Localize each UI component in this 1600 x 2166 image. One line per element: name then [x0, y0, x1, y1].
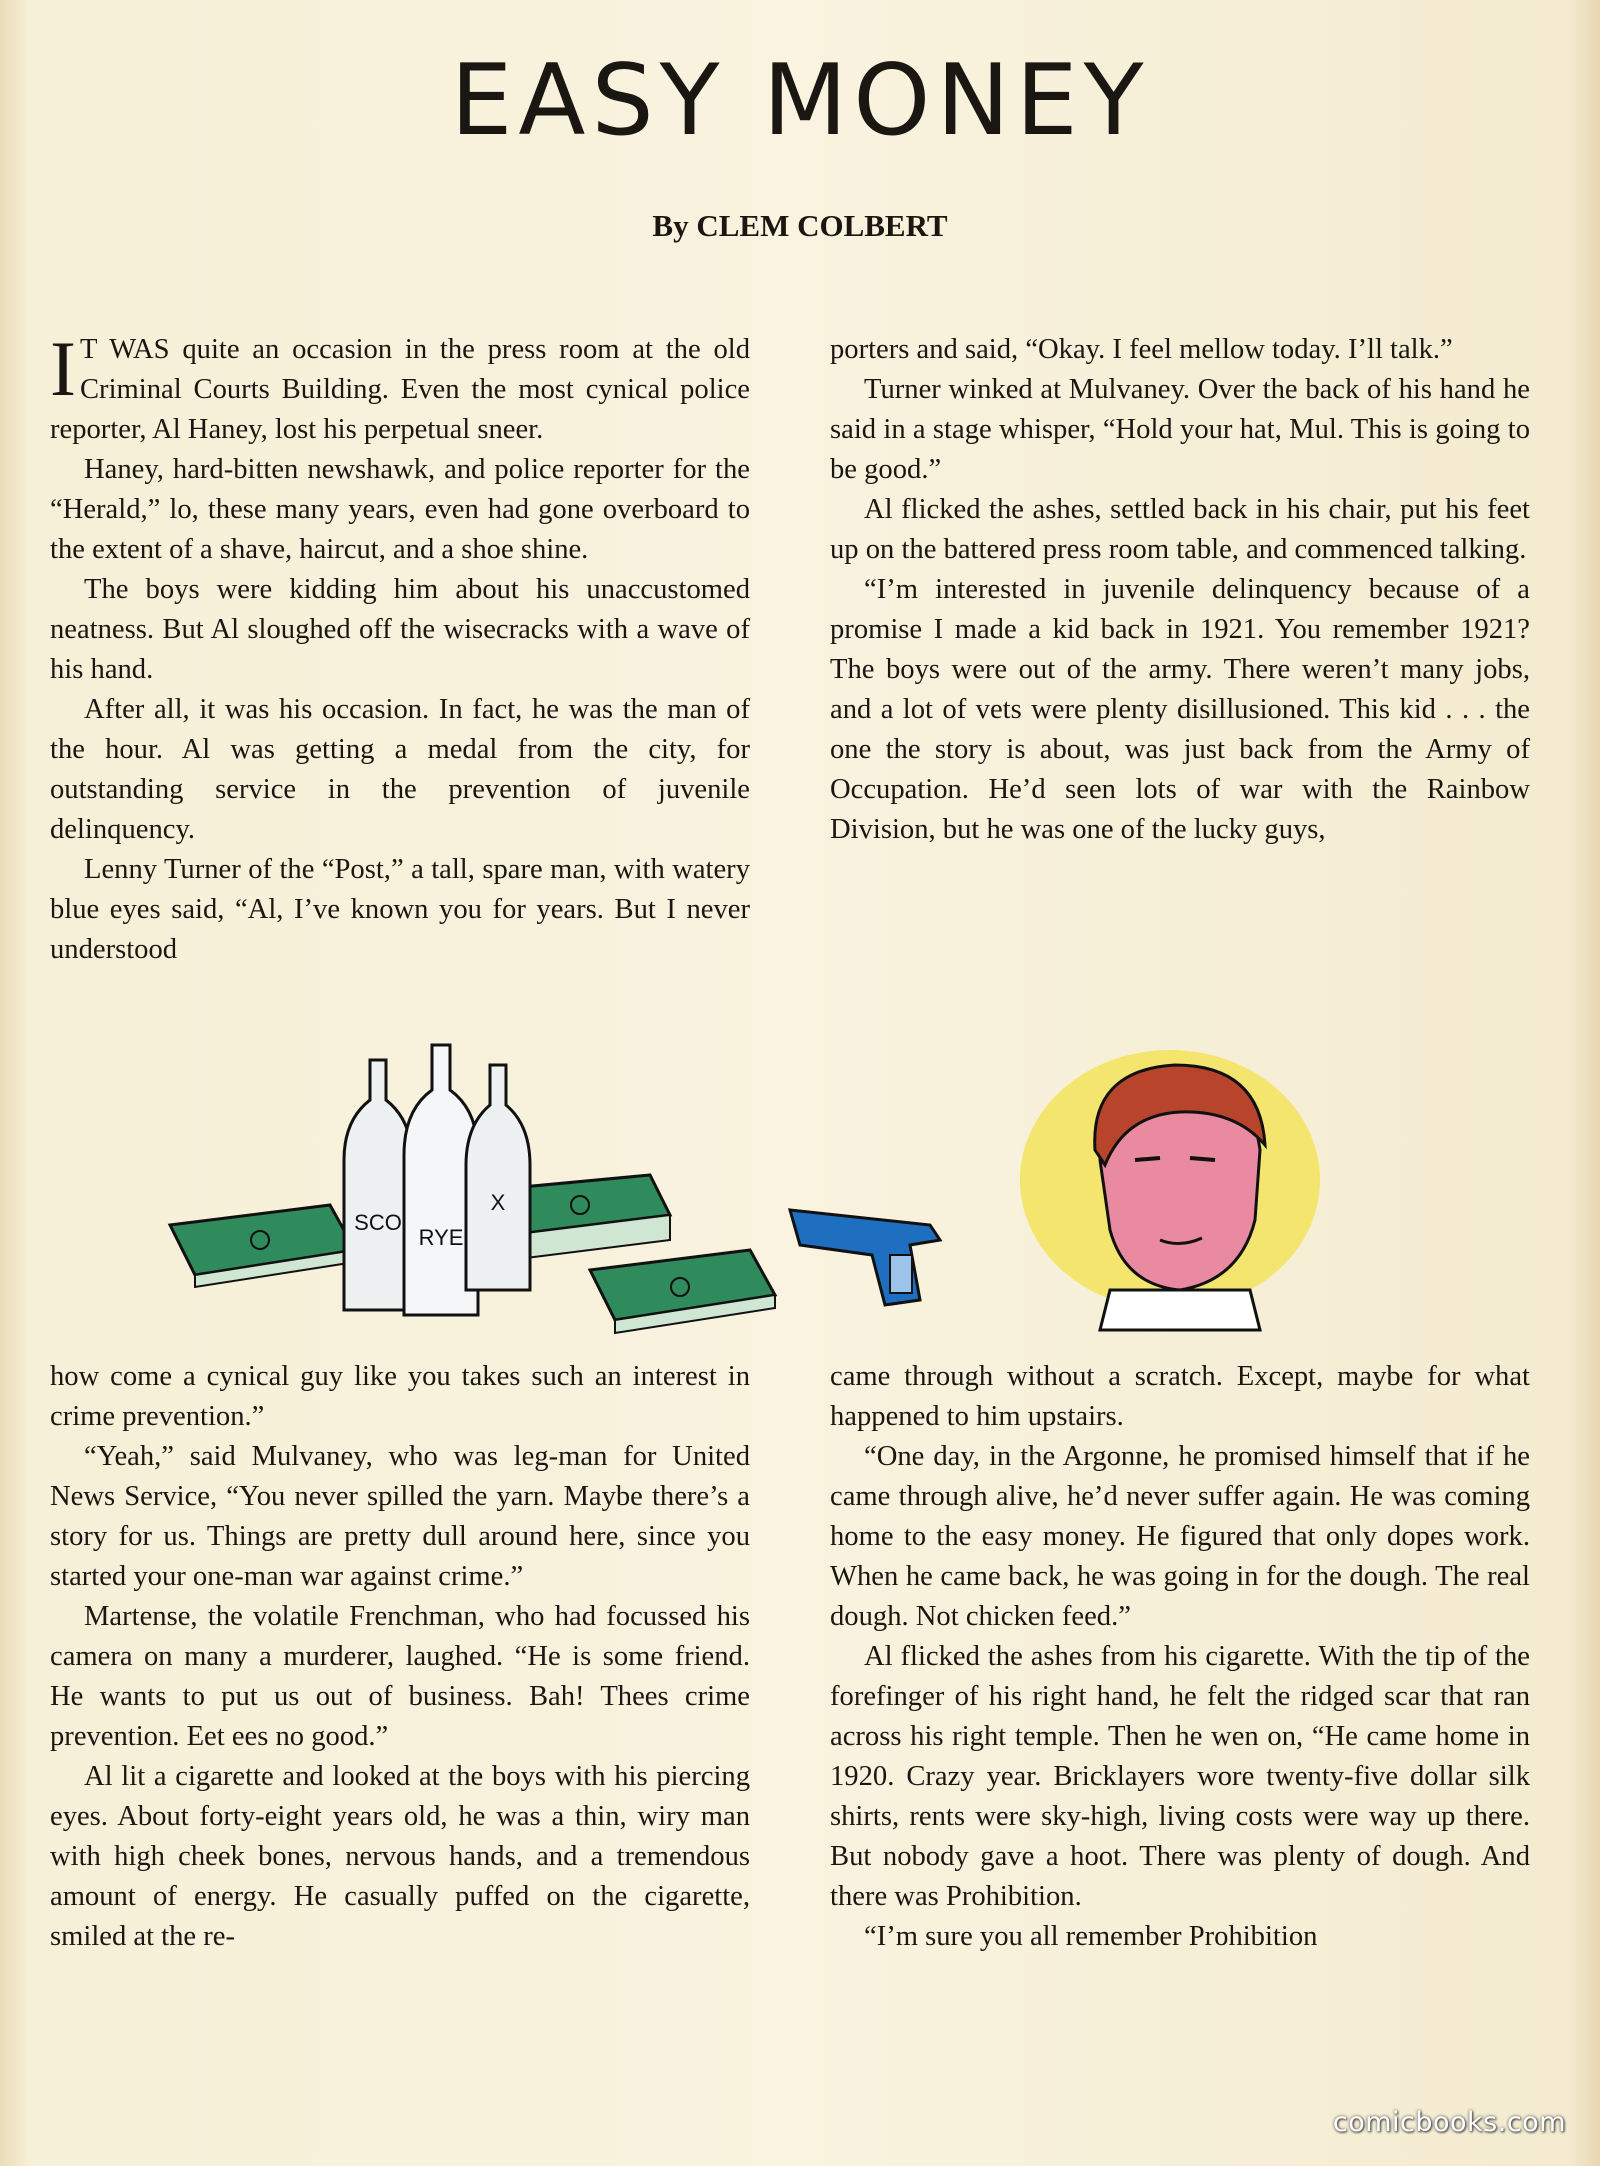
paragraph: Martense, the volatile Frenchman, who had focussed his camera on many a murderer, laughed. “He is some friend. He wants to put us out of business. Bah! Thees crime prevention. Eet ees no good.”	[50, 1601, 750, 1752]
money-stack-icon	[170, 1205, 355, 1287]
bottle-label: X	[490, 1190, 506, 1215]
paragraph: Turner winked at Mulvaney. Over the back of his hand he said in a stage whisper, “Hold your hat, Mul. This is going to be good.”	[830, 374, 1530, 485]
money-stack-icon	[590, 1250, 775, 1333]
paragraph	[50, 325, 750, 450]
paragraph: After all, it was his occasion. In fact, he was the man of the hour. Al was getting a medal from the city, for outstanding service in the prevention of juvenile delinquency.	[50, 694, 750, 845]
drop-cap: I	[50, 325, 76, 412]
site-watermark: comicbooks.com	[1332, 2107, 1566, 2138]
bottle-label: SCO	[354, 1210, 402, 1235]
man-portrait-icon	[1020, 1050, 1320, 1330]
column-left-top	[50, 325, 750, 970]
article-byline: By CLEM COLBERT	[652, 208, 948, 243]
paragraph: Haney, hard-bitten newshawk, and police reporter for the “Herald,” lo, these many years, even had gone overboard to the extent of a shave, haircut, and a shoe shine.	[50, 454, 750, 565]
bottle-icon	[466, 1065, 530, 1290]
paragraph: Lenny Turner of the “Post,” a tall, spare man, with watery blue eyes said, “Al, I’ve known you for years. But I never understood	[50, 854, 750, 965]
paragraph: Al flicked the ashes, settled back in his chair, put his feet up on the battered press room table, and commenced talking.	[830, 494, 1530, 565]
paragraph: porters and said, “Okay. I feel mellow today. I’ll talk.”	[830, 334, 1453, 365]
bottle-icon	[344, 1060, 412, 1310]
paragraph: how come a cynical guy like you takes such an interest in crime prevention.”	[50, 1361, 750, 1432]
spot-illustration	[150, 1040, 1450, 1350]
bottle-label: RYE	[418, 1225, 464, 1250]
pistol-icon	[790, 1210, 940, 1305]
paragraph: Al lit a cigarette and looked at the boys with his piercing eyes. About forty-eight years old, he was a thin, wiry man with high cheek bones, nervous hands, and a tremendous amount of energy. He casually puffed on the cigarette, smiled at the re-	[50, 1761, 750, 1952]
paragraph: “One day, in the Argonne, he promised himself that if he came through alive, he’d never suffer again. He was coming home to the easy money. He figured that only dopes work. When he came back, he was going in for the dough. The real dough. Not chicken feed.”	[830, 1441, 1530, 1632]
paragraph: Al flicked the ashes from his cigarette. With the tip of the forefinger of his right hand, he felt the ridged scar that ran across his right temple. Then he wen on, “He came home in 1920. Crazy year. Bricklayers wore twenty-five dollar silk shirts, rents were sky-high, living costs were way up there. But nobody gave a hoot. There was plenty of dough. And there was Prohibition.	[830, 1641, 1530, 1912]
paragraph: came through without a scratch. Except, maybe for what happened to him upstairs.	[830, 1361, 1530, 1432]
paragraph: “Yeah,” said Mulvaney, who was leg-man for United News Service, “You never spilled the yarn. Maybe there’s a story for us. Things are pretty dull around here, since you started your one-man war against crime.”	[50, 1441, 750, 1592]
paragraph-text: T WAS quite an occasion in the press room at the old Criminal Courts Building. Even the most cynical police reporter, Al Haney, lost his perpetual sneer.	[50, 334, 750, 445]
column-left-bottom	[50, 1357, 750, 1957]
paragraph: The boys were kidding him about his unaccustomed neatness. But Al sloughed off the wisecracks with a wave of his hand.	[50, 574, 750, 685]
paragraph: “I’m sure you all remember Prohibition	[864, 1921, 1318, 1952]
column-right-bottom	[830, 1357, 1530, 1957]
column-right-top	[830, 330, 1530, 850]
paragraph: “I’m interested in juvenile delinquency because of a promise I made a kid back in 1921. You remember 1921? The boys were out of the army. There weren’t many jobs, and a lot of vets were plenty disillusioned. This kid . . . the one the story is about, was just back from the Army of Occupation. He’d seen lots of war with the Rainbow Division, but he was one of the lucky guys,	[830, 574, 1530, 845]
article-title: EASY MONEY	[450, 44, 1150, 158]
